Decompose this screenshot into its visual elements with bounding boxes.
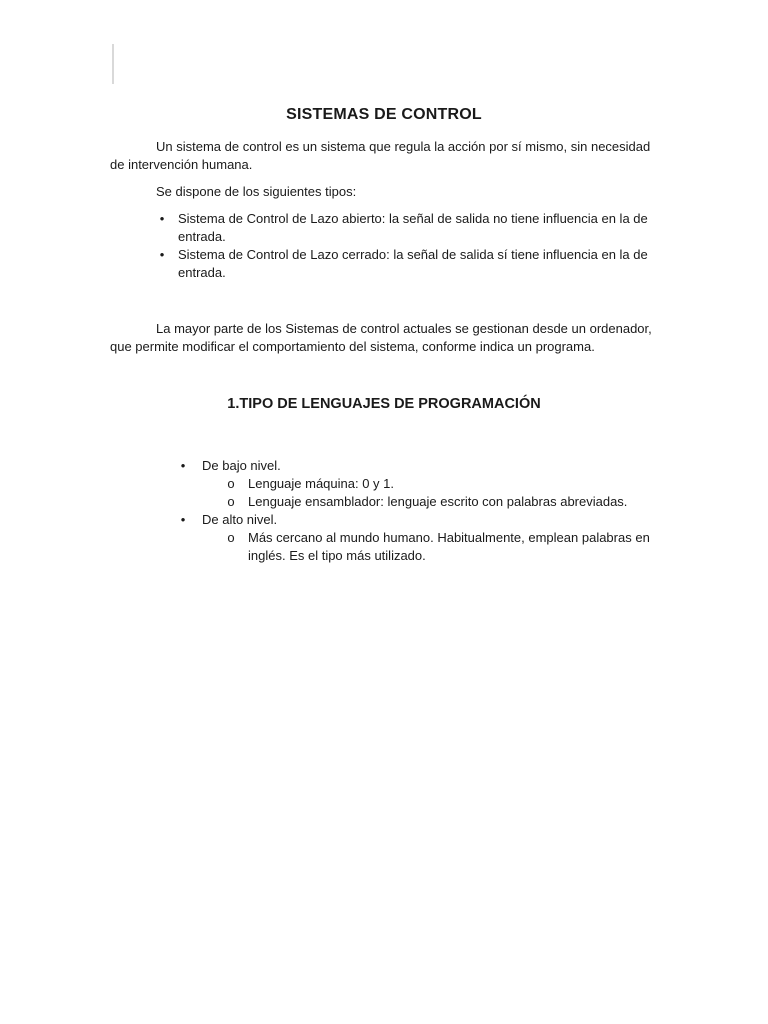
circle-bullet-icon: o: [227, 476, 235, 491]
sub-list-item: [202, 493, 658, 511]
list-item: [178, 511, 658, 565]
list-item: [156, 246, 656, 282]
margin-line: [112, 44, 114, 84]
bullet-icon: •: [159, 247, 165, 262]
sub-list-item-text: Lenguaje ensamblador: lenguaje escrito con palabras abreviadas.: [248, 494, 628, 509]
bullet-icon: •: [180, 512, 186, 527]
sub-list-item: [202, 475, 658, 493]
list-item-text: Sistema de Control de Lazo abierto: la señal de salida no tiene influencia en la de entrada.: [178, 211, 648, 244]
levels-list: [178, 457, 658, 565]
bullet-icon: •: [180, 458, 186, 473]
list-item-text: Sistema de Control de Lazo cerrado: la señal de salida sí tiene influencia en la de entrada.: [178, 247, 648, 280]
list-item: [156, 210, 656, 246]
circle-bullet-icon: o: [227, 494, 235, 509]
sub-list-item-text: Lenguaje máquina: 0 y 1.: [248, 476, 394, 491]
sub-list: [202, 475, 658, 511]
page-title: SISTEMAS DE CONTROL: [286, 106, 482, 123]
types-intro: Se dispone de los siguientes tipos:: [156, 184, 357, 199]
computer-paragraph: La mayor parte de los Sistemas de control actuales se gestionan desde un ordenador, que permite modificar el comportamiento del sistema, conforme indica un programa.: [110, 321, 652, 354]
types-list: [156, 210, 656, 282]
circle-bullet-icon: o: [227, 530, 235, 545]
bullet-icon: •: [159, 211, 165, 226]
intro-paragraph: Un sistema de control es un sistema que regula la acción por sí mismo, sin necesidad de intervención humana.: [110, 139, 651, 172]
level-label: De alto nivel.: [202, 512, 278, 527]
list-item: [178, 457, 658, 511]
sub-list: [202, 529, 658, 565]
sub-list-item: [202, 529, 658, 565]
sub-list-item-text: Más cercano al mundo humano. Habitualmente, emplean palabras en inglés. Es el tipo más utilizado.: [248, 530, 650, 563]
level-label: De bajo nivel.: [202, 458, 281, 473]
section-title: 1.TIPO DE LENGUAJES DE PROGRAMACIÓN: [227, 396, 541, 412]
